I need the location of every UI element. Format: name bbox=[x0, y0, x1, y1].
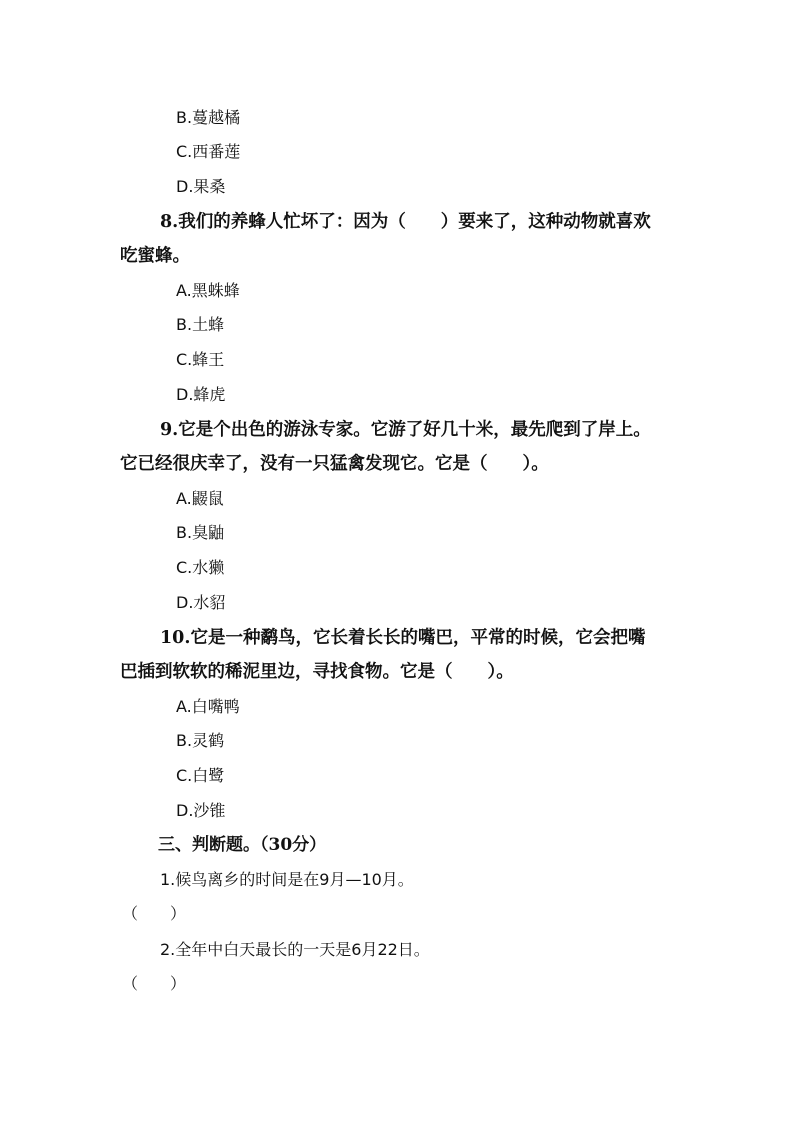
q10-option-a: A.白嘴鸭 bbox=[176, 697, 240, 716]
q9-option-c: C.水獭 bbox=[176, 558, 225, 577]
q9-option-b: B.臭鼬 bbox=[176, 523, 225, 542]
section3-item2-blank: （ ） bbox=[122, 974, 187, 993]
section3-title: 三、判断题。（30分） bbox=[158, 835, 327, 855]
q8-option-d: D.蜂虎 bbox=[176, 385, 226, 404]
section3-item1-text: 1.候鸟离乡的时间是在9月—10月。 bbox=[160, 870, 414, 889]
q10-option-c: C.白鹭 bbox=[176, 766, 225, 785]
section3-item1-blank: （ ） bbox=[122, 904, 187, 923]
q8-option-a: A.黑蛛蜂 bbox=[176, 281, 240, 300]
q7-option-d: D.果桑 bbox=[176, 177, 226, 196]
q9-option-d: D.水貂 bbox=[176, 593, 226, 612]
q9-option-a: A.鼹鼠 bbox=[176, 489, 224, 508]
q7-option-b: B.蔓越橘 bbox=[176, 108, 241, 127]
q7-option-c: C.西番莲 bbox=[176, 142, 241, 161]
section3-item2-text: 2.全年中白天最长的一天是6月22日。 bbox=[160, 940, 430, 959]
q10-question-line2: 巴插到软软的稀泥里边，寻找食物。它是（ ）。 bbox=[120, 662, 514, 682]
q8-question-line2: 吃蜜蜂。 bbox=[120, 246, 190, 266]
q8-option-b: B.土蜂 bbox=[176, 315, 225, 334]
q10-option-d: D.沙锥 bbox=[176, 801, 226, 820]
q9-question-line2: 它已经很庆幸了，没有一只猛禽发现它。它是（ ）。 bbox=[120, 454, 549, 474]
q10-option-b: B.灵鹤 bbox=[176, 731, 225, 750]
q8-question-line1: 8.我们的养蜂人忙坏了：因为（ ）要来了，这种动物就喜欢 bbox=[160, 212, 651, 232]
q9-question-line1: 9.它是个出色的游泳专家。它游了好几十米，最先爬到了岸上。 bbox=[160, 420, 651, 440]
q8-option-c: C.蜂王 bbox=[176, 350, 225, 369]
q10-question-line1: 10.它是一种鹬鸟，它长着长长的嘴巴，平常的时候，它会把嘴 bbox=[160, 628, 646, 648]
